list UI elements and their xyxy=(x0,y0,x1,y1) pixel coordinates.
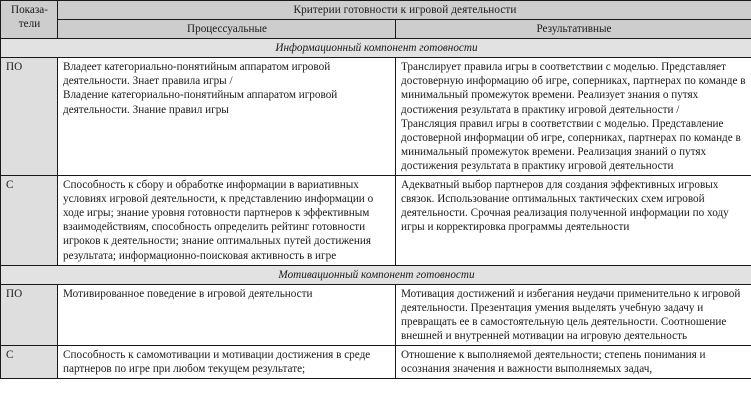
header-indicators-line1: Показа- xyxy=(10,4,48,16)
row-label-po-information: ПО xyxy=(1,58,58,176)
cell-processual-s-information xyxy=(58,176,396,266)
table-row xyxy=(1,284,751,345)
paragraph: Владение категориально-понятийным аппаратом игровой деятельности. Знание правил игры xyxy=(63,89,338,116)
section-title-information: Информационный компонент готовности xyxy=(1,39,751,58)
paragraph: Адекватный выбор партнеров для создания эффективных игровых связок. Использование оптимальных тактических схем игровой деятельности. Срочная реализация полученной информации по ходу игры и корректировка программы деятельности xyxy=(401,179,729,234)
table-row xyxy=(1,58,751,176)
cell-resultative-po-information xyxy=(396,58,751,176)
header-cell-group-title: Критерии готовности к игровой деятельности xyxy=(58,1,751,20)
cell-processual-po-information xyxy=(58,58,396,176)
cell-resultative-s-information xyxy=(396,176,751,266)
paragraph: Транслирует правила игры в соответствии с моделью. Представляет достоверную информацию об игре, соперниках, партнерах по команде в минимальный промежуток времени. Реализует знания о путях достижения результата в практику игровой деятельности / xyxy=(401,61,746,116)
table-row xyxy=(1,176,751,266)
cell-resultative-po-motivation xyxy=(396,284,751,345)
row-label-s-motivation: С xyxy=(1,346,58,379)
paragraph: Способность к самомотивации и мотивации достижения в среде партнеров по игре при любом текущем результате; xyxy=(63,349,371,376)
cell-processual-s-motivation xyxy=(58,346,396,379)
table-header-row-1 xyxy=(1,1,751,20)
section-band-row-information xyxy=(1,39,751,58)
table-row xyxy=(1,346,751,379)
cell-processual-po-motivation xyxy=(58,284,396,345)
cell-resultative-s-motivation xyxy=(396,346,751,379)
header-indicators-line2: тели xyxy=(18,18,41,31)
row-label-po-motivation: ПО xyxy=(1,284,58,345)
paragraph: Мотивация достижений и избегания неудачи применительно к игровой деятельности. Презентация умения выделять учебную задачу и превращать ее в самостоятельную цель деятельности. Соотношение внешней и внутренней мотивации на игровую деятельность xyxy=(401,287,741,342)
header-cell-processual: Процессуальные xyxy=(58,20,396,39)
paragraph: Трансляция правил игры в соответствии с моделью. Представление достоверной информации об игре, соперниках, партнерах по команде в минимальный промежуток времени. Реализация знаний о путях достижения результата в практику игровой деятельности xyxy=(401,117,741,172)
paragraph: Отношение к выполняемой деятельности; степень понимания и осознания значения и важности выполняемых задач, xyxy=(401,349,706,376)
section-title-motivation: Мотивационный компонент готовности xyxy=(1,265,751,284)
table-body xyxy=(1,1,751,379)
row-label-s-information: С xyxy=(1,176,58,266)
paragraph: Мотивированное поведение в игровой деятельности xyxy=(63,287,313,300)
table-header-row-2 xyxy=(1,20,751,39)
section-band-row-motivation xyxy=(1,265,751,284)
header-cell-resultative: Результативные xyxy=(396,20,751,39)
header-cell-indicators xyxy=(1,1,58,39)
paragraph: Способность к сбору и обработке информации в вариативных условиях игровой деятельности, к представлению информации о ходе игры; знание уровня готовности партнеров к эффективным взаимодействиям, способность определить рейтинг готовности игроков к деятельности; знание оптимальных путей достижения результата; информационно-поисковая активность в игре xyxy=(63,179,374,262)
paragraph: Владеет категориально-понятийным аппаратом игровой деятельности. Знает правила игры / xyxy=(63,61,331,88)
